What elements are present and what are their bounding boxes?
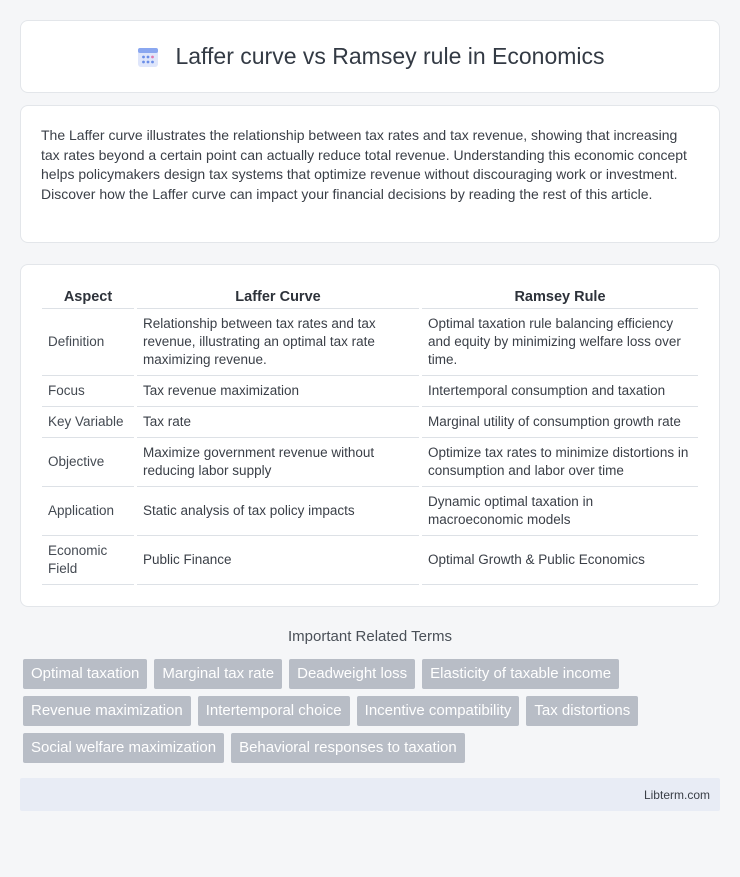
tag-incentive-compatibility[interactable]: Incentive compatibility (357, 696, 520, 726)
comparison-table (39, 285, 701, 585)
row-laffer: Maximize government revenue without reducing labor supply (137, 438, 419, 487)
table-row (42, 487, 698, 536)
row-aspect: Focus (42, 376, 134, 407)
row-ramsey: Dynamic optimal taxation in macroeconomic models (422, 487, 698, 536)
row-aspect: Objective (42, 438, 134, 487)
row-aspect: Key Variable (42, 407, 134, 438)
table-row (42, 309, 698, 376)
table-row (42, 438, 698, 487)
footer (20, 778, 720, 811)
tag-behavioral-responses-to-taxation[interactable]: Behavioral responses to taxation (231, 733, 465, 763)
tag-intertemporal-choice[interactable]: Intertemporal choice (198, 696, 350, 726)
intro-paragraph: The Laffer curve illustrates the relationship between tax rates and tax revenue, showing that increasing tax rates beyond a certain point can actually reduce total revenue. Understanding this economic concept helps policymakers design tax systems that optimize revenue without discouraging work or investment. Discover how the Laffer curve can impact your financial decisions by reading the rest of this article. (41, 127, 687, 202)
related-terms-heading: Important Related Terms (288, 628, 452, 645)
calendar-grid-icon (135, 44, 161, 70)
tag-elasticity-of-taxable-income[interactable]: Elasticity of taxable income (422, 659, 619, 689)
row-aspect: Application (42, 487, 134, 536)
title-card (20, 20, 720, 93)
row-laffer: Static analysis of tax policy impacts (137, 487, 419, 536)
row-laffer: Tax revenue maximization (137, 376, 419, 407)
row-ramsey: Optimize tax rates to minimize distortions in consumption and labor over time (422, 438, 698, 487)
row-laffer: Tax rate (137, 407, 419, 438)
row-aspect: Economic Field (42, 536, 134, 585)
table-row (42, 536, 698, 585)
row-ramsey: Optimal taxation rule balancing efficiency and equity by minimizing welfare loss over time. (422, 309, 698, 376)
table-row (42, 376, 698, 407)
row-ramsey: Optimal Growth & Public Economics (422, 536, 698, 585)
tag-marginal-tax-rate[interactable]: Marginal tax rate (154, 659, 282, 689)
related-terms-list (20, 659, 720, 763)
intro-card (20, 105, 720, 243)
header-aspect: Aspect (42, 285, 134, 309)
row-ramsey: Intertemporal consumption and taxation (422, 376, 698, 407)
tag-tax-distortions[interactable]: Tax distortions (526, 696, 638, 726)
footer-brand[interactable]: Libterm.com (643, 787, 710, 802)
table-header-row (42, 285, 698, 309)
comparison-card (20, 264, 720, 607)
page-title: Laffer curve vs Ramsey rule in Economics (175, 43, 605, 69)
row-ramsey: Marginal utility of consumption growth rate (422, 407, 698, 438)
row-aspect: Definition (42, 309, 134, 376)
header-laffer-curve: Laffer Curve (137, 285, 419, 309)
row-laffer: Public Finance (137, 536, 419, 585)
tag-revenue-maximization[interactable]: Revenue maximization (23, 696, 191, 726)
tag-social-welfare-maximization[interactable]: Social welfare maximization (23, 733, 224, 763)
table-row (42, 407, 698, 438)
tag-optimal-taxation[interactable]: Optimal taxation (23, 659, 147, 689)
header-ramsey-rule: Ramsey Rule (422, 285, 698, 309)
row-laffer: Relationship between tax rates and tax revenue, illustrating an optimal tax rate maximizing revenue. (137, 309, 419, 376)
tag-deadweight-loss[interactable]: Deadweight loss (289, 659, 415, 689)
